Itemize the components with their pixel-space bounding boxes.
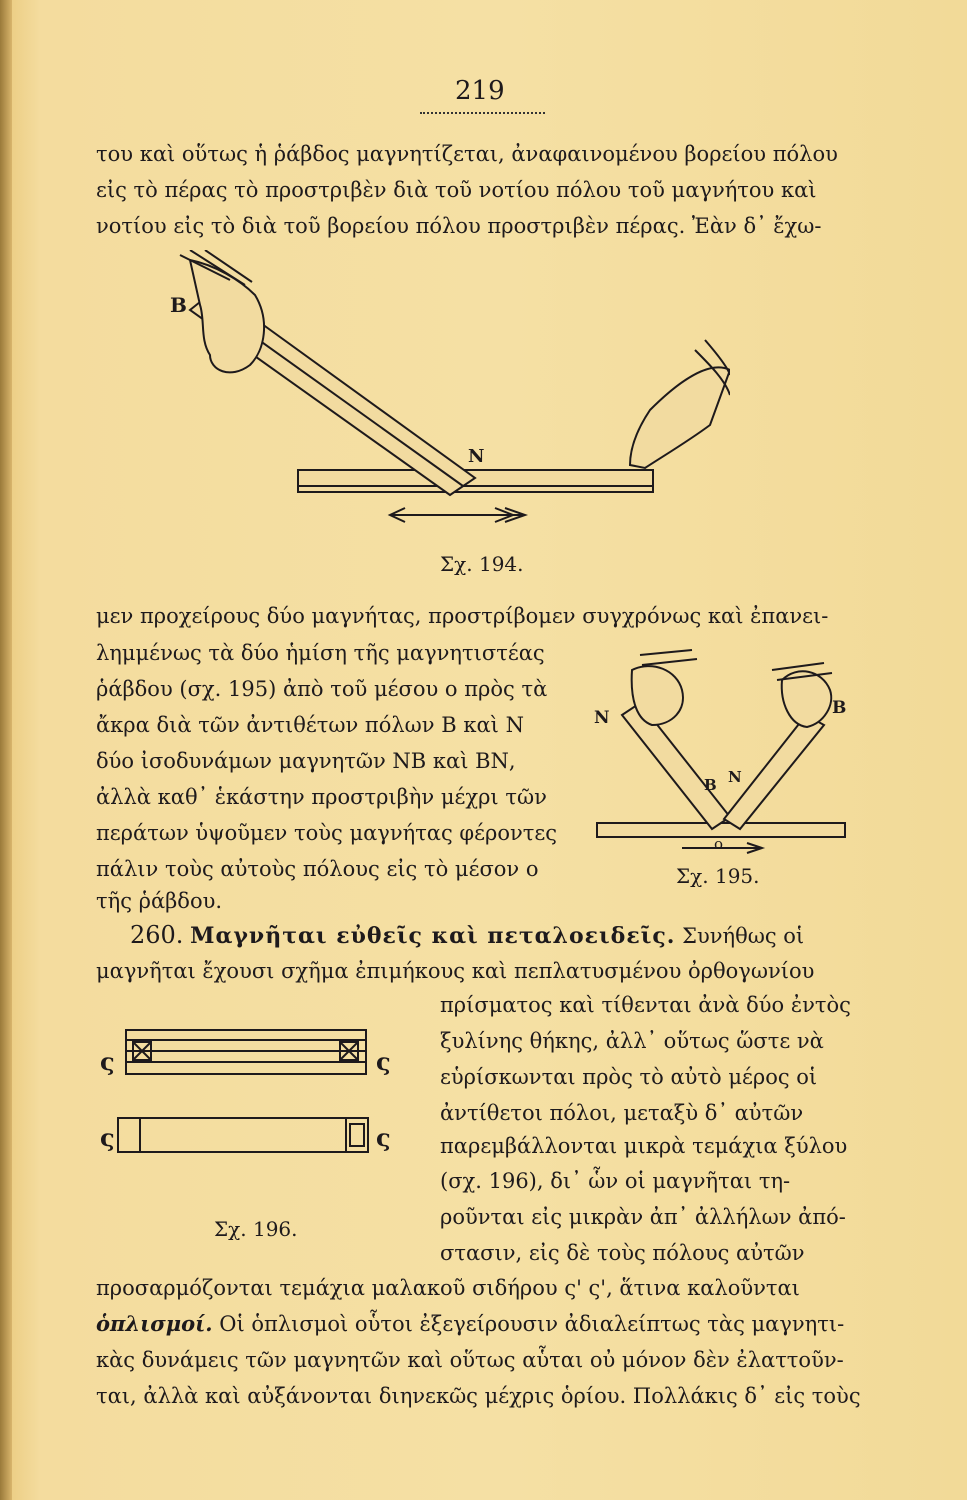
fig195-label-b-mid: B [704, 776, 717, 794]
fig196-pole-left-top: ς [100, 1047, 115, 1076]
term-hoplismoi: ὁπλισμοί. [96, 1311, 213, 1336]
text-line-9: ἀλλὰ καθ᾿ ἑκάστην προστριβὴν μέχρι τῶν [96, 785, 547, 809]
fig195-label-n-left: N [594, 708, 610, 728]
text-line-10: περάτων ὑψοῦμεν τοὺς μαγνήτας φέροντες [96, 821, 558, 845]
text-line-25: ται, ἀλλὰ καὶ αὐξάνονται διηνεκῶς μέχρις ὁρίου. Πολλάκις δ᾿ εἰς τοὺς [96, 1384, 861, 1408]
text-line-13: μαγνῆται ἔχουσι σχῆμα ἐπιμήκους καὶ πεπλατυσμένου ὀρθογωνίου [96, 959, 815, 983]
fig194-label-n: N [468, 446, 485, 467]
section-title: Μαγνῆται εὐθεῖς καὶ πεταλοειδεῖς. [190, 923, 676, 949]
text-line-6: ῥάβδου (σχ. 195) ἀπὸ τοῦ μέσου ο πρὸς τὰ [96, 677, 548, 701]
text-line-17: ἀντίθετοι πόλοι, μεταξὺ δ᾿ αὐτῶν [440, 1101, 804, 1125]
text-line-12: τῆς ῥάβδου. [96, 889, 223, 913]
text-line-20: ροῦνται εἰς μικρὰν ἀπ᾿ ἀλλήλων ἀπό- [440, 1205, 846, 1229]
text-line-19: (σχ. 196), δι᾿ ὧν οἱ μαγνῆται τη- [440, 1169, 791, 1193]
fig195-caption: Σχ. 195. [676, 864, 760, 888]
fig196-caption: Σχ. 196. [214, 1217, 298, 1241]
fig194-label-b: B [170, 293, 187, 317]
text-line-21: στασιν, εἰς δὲ τοὺς πόλους αὐτῶν [440, 1241, 805, 1265]
text-line-1: του καὶ οὕτως ἡ ῥάβδος μαγνητίζεται, ἀναφαινομένου βορείου πόλου [96, 142, 838, 166]
text-line-23-rest: Οἱ ὁπλισμοὶ οὗτοι ἐξεγείρουσιν ἀδιαλείπτως τὰς μαγνητι- [212, 1312, 845, 1336]
text-line-3: νοτίου εἰς τὸ διὰ τοῦ βορείου πόλου προστριβὲν πέρας. Ἐὰν δ᾿ ἔχω- [96, 214, 822, 238]
figure-194 [170, 250, 730, 530]
page-number: 219 [455, 76, 505, 106]
fig196-pole-right-top: ς [376, 1047, 391, 1076]
page-number-rule [420, 112, 545, 116]
fig195-label-o: o [714, 835, 724, 853]
text-line-2: εἰς τὸ πέρας τὸ προστριβὲν διὰ τοῦ νοτίου πόλου τοῦ μαγνήτου καὶ [96, 178, 817, 202]
figure-196 [98, 1018, 398, 1168]
text-line-23 [96, 1311, 844, 1337]
text-line-7: ἄκρα διὰ τῶν ἀντιθέτων πόλων Β καὶ Ν [96, 713, 524, 737]
text-line-24: κὰς δυνάμεις τῶν μαγνητῶν καὶ οὕτως αὗται οὐ μόνον δὲν ἐλαττοῦν- [96, 1348, 844, 1372]
text-line-14: πρίσματος καὶ τίθενται ἀνὰ δύο ἐντὸς [440, 993, 851, 1017]
section-first-rest: Συνήθως οἱ [682, 924, 805, 948]
text-line-22: προσαρμόζονται τεμάχια μαλακοῦ σιδήρου ς' ς', ἅτινα καλοῦνται [96, 1276, 800, 1300]
fig194-caption: Σχ. 194. [440, 552, 524, 576]
text-line-16: εὑρίσκωνται πρὸς τὸ αὐτὸ μέρος οἱ [440, 1065, 818, 1089]
figure-195 [592, 645, 862, 855]
fig195-label-n-mid: N [728, 768, 742, 786]
section-number: 260. [130, 921, 184, 949]
page-gutter [0, 0, 12, 1500]
text-line-8: δύο ἰσοδυνάμων μαγνητῶν ΝΒ καὶ ΒΝ, [96, 749, 516, 773]
fig196-pole-left-bottom: ς [100, 1123, 115, 1152]
text-line-11: πάλιν τοὺς αὐτοὺς πόλους εἰς τὸ μέσον ο [96, 857, 539, 881]
fig195-label-b-right: B [832, 698, 847, 718]
text-line-5: λημμένως τὰ δύο ἡμίση τῆς μαγνητιστέας [96, 641, 545, 665]
section-heading-line [130, 922, 804, 949]
fig196-pole-right-bottom: ς [376, 1123, 391, 1152]
text-line-18: παρεμβάλλονται μικρὰ τεμάχια ξύλου [440, 1134, 848, 1158]
text-line-15: ξυλίνης θήκης, ἀλλ᾿ οὕτως ὥστε νὰ [440, 1029, 824, 1053]
text-line-4: μεν προχείρους δύο μαγνήτας, προστρίβομεν συγχρόνως καὶ ἐπανει- [96, 604, 829, 628]
